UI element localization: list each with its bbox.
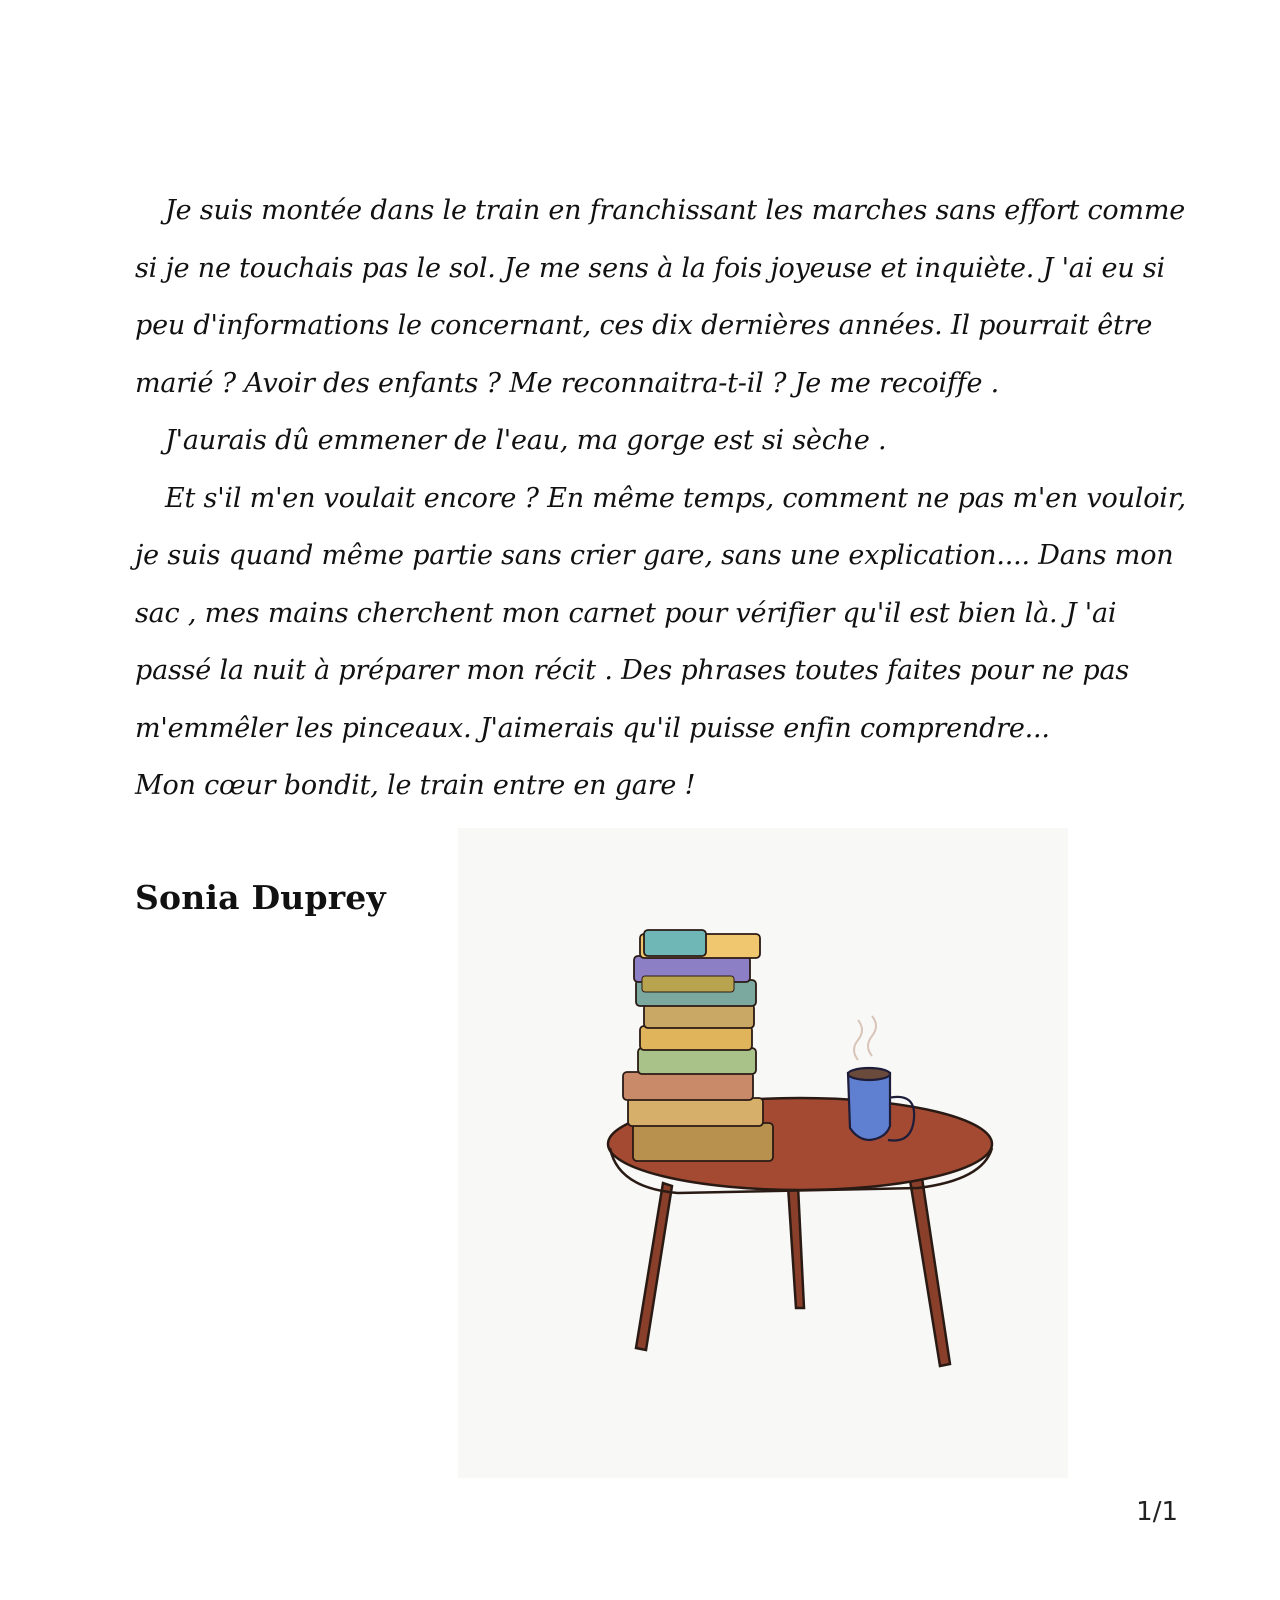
- story-line: je suis quand même partie sans crier gare, sans une explication.... Dans mon: [135, 540, 1174, 571]
- table-legs: [636, 1178, 950, 1366]
- author-signature: Sonia Duprey: [135, 878, 386, 917]
- story-line: si je ne touchais pas le sol. Je me sens à la fois joyeuse et inquiète. J 'ai eu si: [135, 252, 1165, 284]
- steam: [854, 1016, 876, 1060]
- story-line: marié ? Avoir des enfants ? Me reconnaitra-t-il ? Je me recoiffe .: [135, 367, 1000, 399]
- story-line: Je suis montée dans le train en franchissant les marches sans effort comme: [165, 195, 1186, 226]
- story-line: Et s'il m'en voulait encore ? En même temps, comment ne pas m'en vouloir,: [165, 482, 1186, 514]
- story-line: Mon cœur bondit, le train entre en gare !: [135, 770, 696, 801]
- story-line: m'emmêler les pinceaux. J'aimerais qu'il puisse enfin comprendre...: [135, 712, 1050, 744]
- story-line: passé la nuit à préparer mon récit . Des phrases toutes faites pour ne pas: [135, 655, 1130, 686]
- story-line: J'aurais dû emmener de l'eau, ma gorge est si sèche .: [165, 425, 887, 456]
- book-stack: [623, 930, 773, 1161]
- page-number: 1/1: [1136, 1497, 1178, 1527]
- story-line: sac , mes mains cherchent mon carnet pour vérifier qu'il est bien là. J 'ai: [135, 597, 1117, 629]
- story-text: [135, 182, 1186, 815]
- books-table-illustration: [458, 828, 1068, 1478]
- story-line: peu d'informations le concernant, ces dix dernières années. Il pourrait être: [135, 310, 1153, 341]
